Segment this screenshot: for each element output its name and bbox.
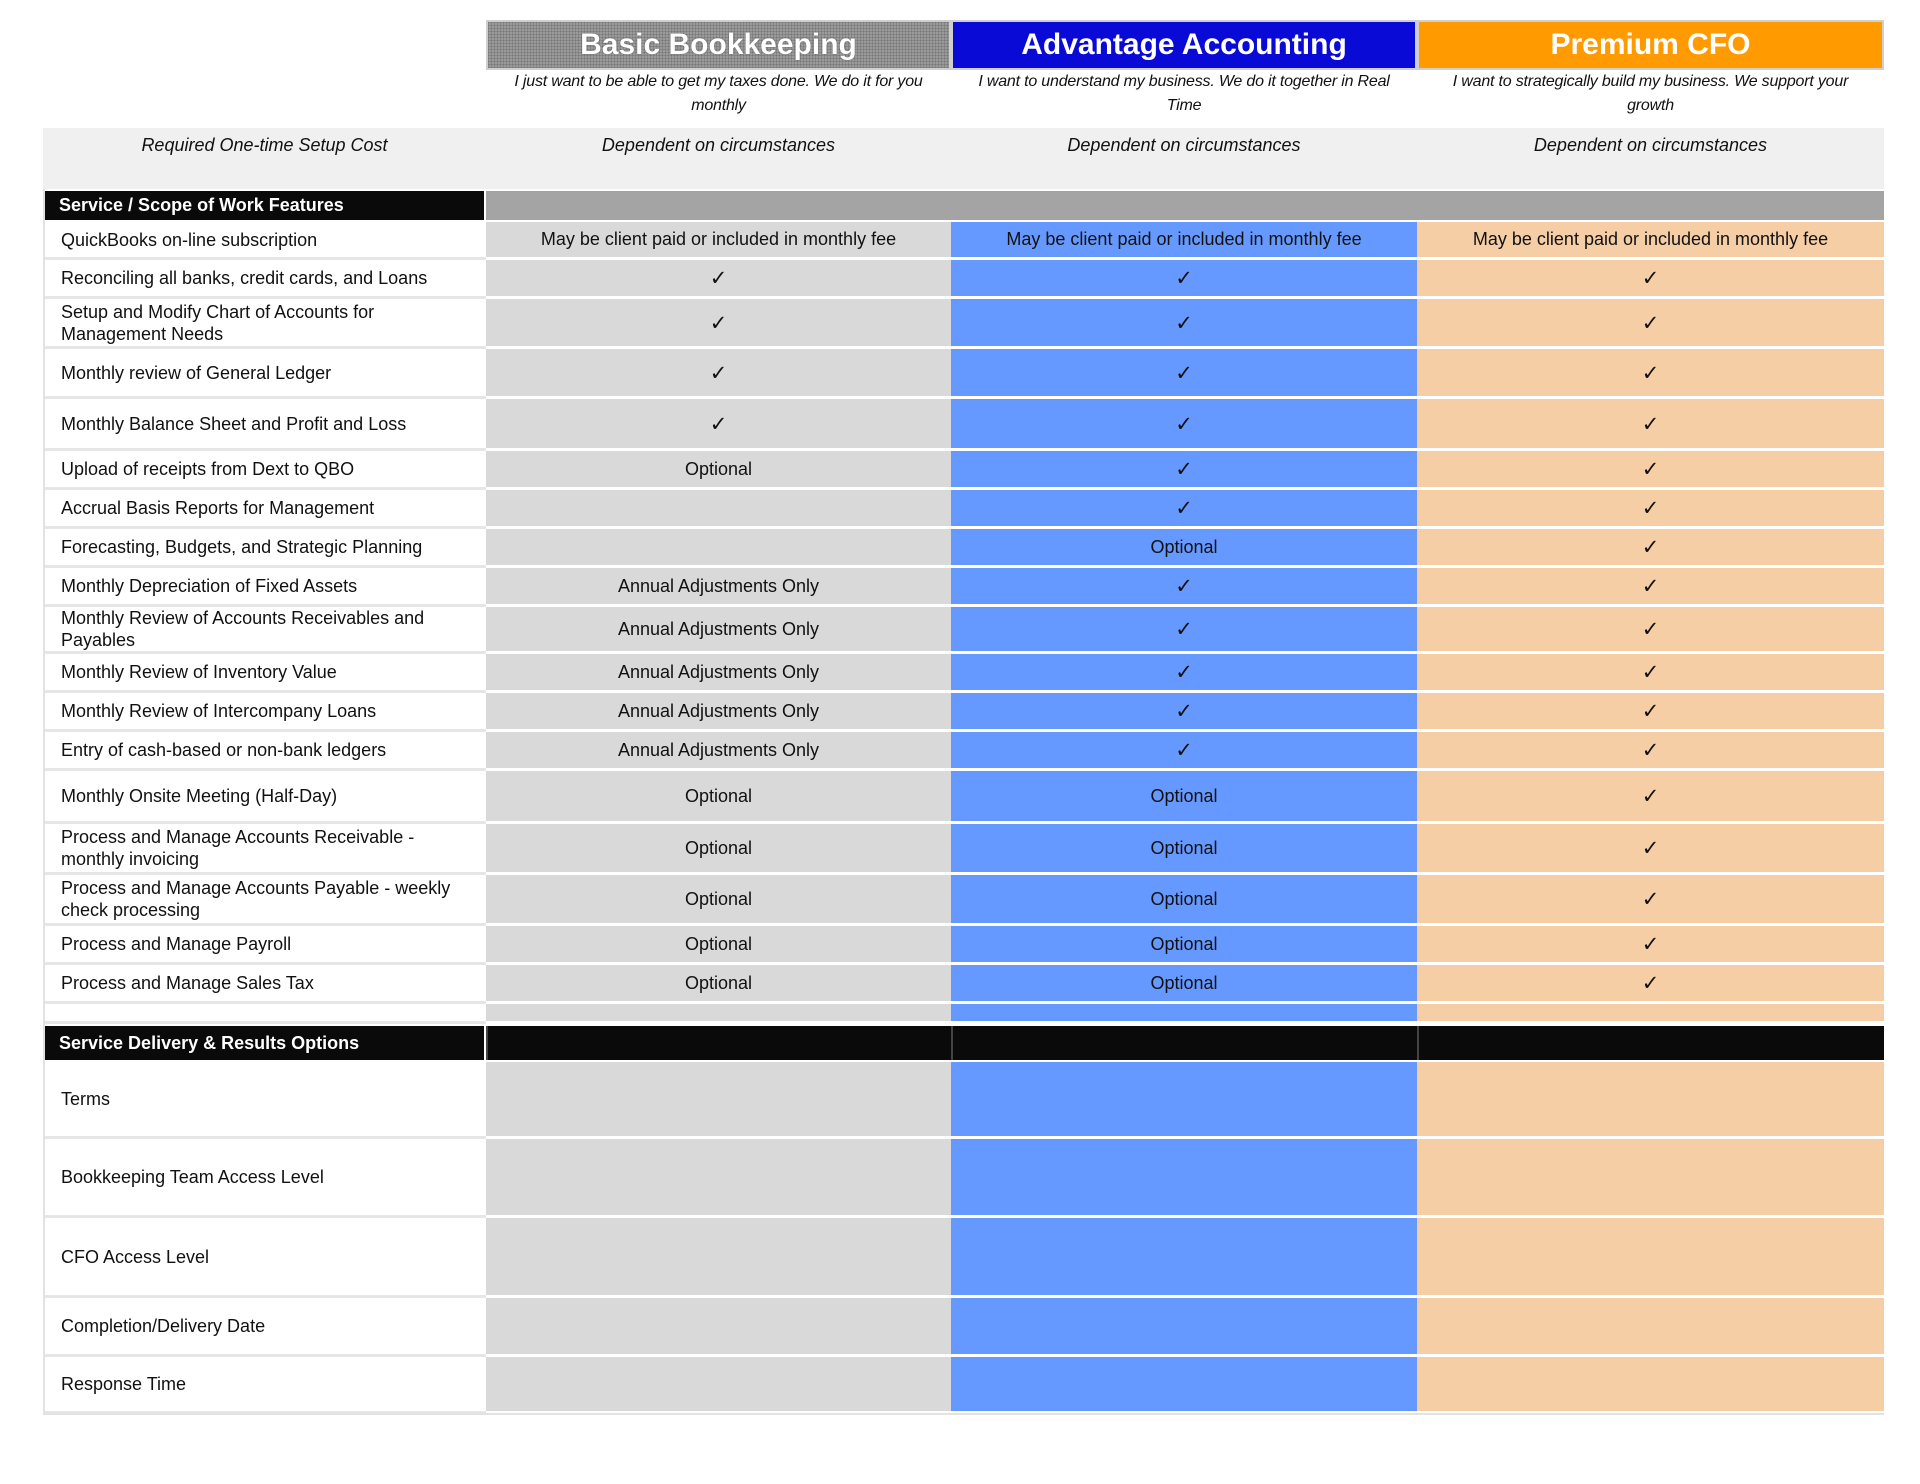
cell-advantage-process-and-manage-sales-tax: Optional (951, 965, 1417, 1004)
checkmark-icon: ✓ (709, 266, 728, 290)
checkmark-icon: ✓ (1175, 457, 1193, 481)
section-header-delivery (45, 1026, 484, 1060)
checkmark-icon: ✓ (1175, 360, 1193, 385)
cell-advantage-upload-of-receipts-from-dext-to-qbo (951, 451, 1417, 490)
checkmark-icon: ✓ (709, 310, 728, 335)
checkmark-icon: ✓ (1641, 971, 1660, 995)
tier-header-premium (1417, 20, 1884, 70)
checkmark-icon: ✓ (1175, 574, 1193, 598)
section-header-fill (486, 191, 1884, 220)
checkmark-icon: ✓ (1641, 266, 1660, 290)
cell-premium-monthly-review-of-intercompany-loans (1417, 693, 1884, 732)
row-label-process-and-manage-sales-tax: Process and Manage Sales Tax (45, 965, 486, 1004)
cell-advantage-row-18 (951, 1004, 1417, 1024)
cell-premium-cfo-access-level (1417, 1218, 1884, 1298)
cell-basic-process-and-manage-sales-tax: Optional (486, 965, 951, 1004)
row-label-forecasting-budgets-and-strategic-planning: Forecasting, Budgets, and Strategic Planning (45, 529, 486, 568)
cell-basic-monthly-review-of-intercompany-loans: Annual Adjustments Only (486, 693, 951, 732)
cell-premium-setup-and-modify-chart-of-accounts-for-management-needs (1417, 299, 1884, 349)
cell-basic-accrual-basis-reports-for-management (486, 490, 951, 529)
tier-tagline-premium: I want to strategically build my business. We support your growth (1452, 73, 1849, 114)
cell-basic-process-and-manage-payroll: Optional (486, 926, 951, 965)
cell-premium-monthly-review-of-accounts-receivables-and-payables (1417, 607, 1884, 654)
cell-advantage-terms (951, 1062, 1417, 1139)
tier-title-premium: Premium CFO (1550, 28, 1751, 61)
cell-premium-monthly-depreciation-of-fixed-assets (1417, 568, 1884, 607)
cell-basic-row-18 (486, 1004, 951, 1024)
cell-premium-process-and-manage-payroll (1417, 926, 1884, 965)
cell-premium-response-time (1417, 1357, 1884, 1414)
checkmark-icon: ✓ (1175, 660, 1193, 684)
cell-premium-monthly-review-of-general-ledger (1417, 349, 1884, 399)
cell-premium-row-18 (1417, 1004, 1884, 1024)
cell-premium-upload-of-receipts-from-dext-to-qbo (1417, 451, 1884, 490)
cell-premium-monthly-onsite-meeting-half-day (1417, 771, 1884, 824)
checkmark-icon: ✓ (1641, 411, 1660, 436)
checkmark-icon: ✓ (1641, 535, 1660, 559)
cell-basic-entry-of-cash-based-or-non-bank-ledgers: Annual Adjustments Only (486, 732, 951, 771)
cell-advantage-reconciling-all-banks-credit-cards-and-loans (951, 260, 1417, 299)
cell-advantage-monthly-review-of-accounts-receivables-and-payables (951, 607, 1417, 654)
tier-tagline-advantage: I want to understand my business. We do it together in Real Time (978, 73, 1390, 114)
checkmark-icon: ✓ (1175, 738, 1193, 762)
cell-advantage-setup-and-modify-chart-of-accounts-for-management-needs (951, 299, 1417, 349)
row-label-quickbooks-on-line-subscription: QuickBooks on-line subscription (45, 222, 486, 260)
cell-basic-bookkeeping-team-access-level (486, 1139, 951, 1218)
checkmark-icon: ✓ (1641, 738, 1660, 762)
cell-basic-cfo-access-level (486, 1218, 951, 1298)
checkmark-icon: ✓ (1641, 660, 1660, 684)
cell-basic-monthly-balance-sheet-and-profit-and-loss (486, 399, 951, 451)
checkmark-icon: ✓ (1641, 836, 1660, 860)
row-label-monthly-onsite-meeting-half-day: Monthly Onsite Meeting (Half-Day) (45, 771, 486, 824)
cell-premium-bookkeeping-team-access-level (1417, 1139, 1884, 1218)
cell-premium-completion-delivery-date (1417, 1298, 1884, 1357)
checkmark-icon: ✓ (1641, 574, 1660, 598)
cell-advantage-monthly-onsite-meeting-half-day: Optional (951, 771, 1417, 824)
setup-cost-premium: Dependent on circumstances (1533, 135, 1768, 155)
cell-premium-accrual-basis-reports-for-management (1417, 490, 1884, 529)
row-label-monthly-review-of-inventory-value: Monthly Review of Inventory Value (45, 654, 486, 693)
tier-tagline-basic: I just want to be able to get my taxes done. We do it for you monthly (514, 73, 923, 114)
checkmark-icon: ✓ (1641, 457, 1660, 481)
tier-title-advantage: Advantage Accounting (1021, 28, 1347, 61)
checkmark-icon: ✓ (1175, 310, 1193, 335)
row-label-cfo-access-level: CFO Access Level (45, 1218, 486, 1298)
row-label-monthly-depreciation-of-fixed-assets: Monthly Depreciation of Fixed Assets (45, 568, 486, 607)
row-label-process-and-manage-accounts-payable-weekly-check-processing: Process and Manage Accounts Payable - weekly check processing (45, 875, 486, 926)
checkmark-icon: ✓ (1641, 932, 1660, 956)
tier-header-basic (486, 20, 951, 70)
row-label-row-18 (45, 1004, 486, 1024)
cell-basic-response-time (486, 1357, 951, 1414)
cell-basic-setup-and-modify-chart-of-accounts-for-management-needs (486, 299, 951, 349)
cell-basic-monthly-review-of-general-ledger (486, 349, 951, 399)
section-delivery-fill-premium (1417, 1026, 1884, 1060)
cell-basic-upload-of-receipts-from-dext-to-qbo: Optional (486, 451, 951, 490)
setup-cost-label: Required One-time Setup Cost (141, 135, 388, 155)
section-header-features (45, 191, 484, 220)
row-label-process-and-manage-accounts-receivable-monthly-invoicing: Process and Manage Accounts Receivable - monthly invoicing (45, 824, 486, 875)
cell-premium-process-and-manage-sales-tax (1417, 965, 1884, 1004)
cell-premium-quickbooks-on-line-subscription: May be client paid or included in monthly fee (1417, 222, 1884, 260)
section-title-features: Service / Scope of Work Features (59, 195, 344, 215)
checkmark-icon: ✓ (709, 411, 728, 436)
checkmark-icon: ✓ (1641, 617, 1660, 641)
cell-advantage-bookkeeping-team-access-level (951, 1139, 1417, 1218)
cell-advantage-forecasting-budgets-and-strategic-planning: Optional (951, 529, 1417, 568)
row-label-setup-and-modify-chart-of-accounts-for-management-needs: Setup and Modify Chart of Accounts for Management Needs (45, 299, 486, 349)
cell-basic-reconciling-all-banks-credit-cards-and-loans (486, 260, 951, 299)
checkmark-icon: ✓ (1175, 496, 1193, 520)
section-delivery-fill-advantage (951, 1026, 1417, 1060)
cell-advantage-monthly-review-of-inventory-value (951, 654, 1417, 693)
row-label-accrual-basis-reports-for-management: Accrual Basis Reports for Management (45, 490, 486, 529)
cell-basic-terms (486, 1062, 951, 1139)
cell-basic-completion-delivery-date (486, 1298, 951, 1357)
cell-premium-reconciling-all-banks-credit-cards-and-loans (1417, 260, 1884, 299)
row-label-monthly-review-of-general-ledger: Monthly review of General Ledger (45, 349, 486, 399)
cell-basic-process-and-manage-accounts-receivable-monthly-invoicing: Optional (486, 824, 951, 875)
cell-basic-monthly-depreciation-of-fixed-assets: Annual Adjustments Only (486, 568, 951, 607)
cell-basic-monthly-review-of-accounts-receivables-and-payables: Annual Adjustments Only (486, 607, 951, 654)
cell-advantage-response-time (951, 1357, 1417, 1414)
row-label-bookkeeping-team-access-level: Bookkeeping Team Access Level (45, 1139, 486, 1218)
cell-premium-monthly-balance-sheet-and-profit-and-loss (1417, 399, 1884, 451)
cell-advantage-monthly-review-of-general-ledger (951, 349, 1417, 399)
checkmark-icon: ✓ (1175, 266, 1193, 290)
tier-title-basic: Basic Bookkeeping (580, 28, 857, 61)
row-label-monthly-balance-sheet-and-profit-and-loss: Monthly Balance Sheet and Profit and Loss (45, 399, 486, 451)
checkmark-icon: ✓ (1641, 310, 1660, 335)
checkmark-icon: ✓ (1175, 699, 1193, 723)
checkmark-icon: ✓ (1641, 699, 1660, 723)
cell-advantage-accrual-basis-reports-for-management (951, 490, 1417, 529)
checkmark-icon: ✓ (1175, 617, 1193, 641)
section-delivery-fill-basic (486, 1026, 951, 1060)
row-label-completion-delivery-date: Completion/Delivery Date (45, 1298, 486, 1357)
cell-basic-forecasting-budgets-and-strategic-planning (486, 529, 951, 568)
cell-advantage-process-and-manage-payroll: Optional (951, 926, 1417, 965)
cell-advantage-cfo-access-level (951, 1218, 1417, 1298)
checkmark-icon: ✓ (1641, 784, 1660, 808)
checkmark-icon: ✓ (1641, 360, 1660, 385)
setup-cost-advantage: Dependent on circumstances (1067, 135, 1301, 155)
table-left-border (43, 189, 45, 1415)
row-label-terms: Terms (45, 1062, 486, 1139)
cell-premium-forecasting-budgets-and-strategic-planning (1417, 529, 1884, 568)
row-label-response-time: Response Time (45, 1357, 486, 1414)
cell-premium-monthly-review-of-inventory-value (1417, 654, 1884, 693)
cell-advantage-completion-delivery-date (951, 1298, 1417, 1357)
row-label-process-and-manage-payroll: Process and Manage Payroll (45, 926, 486, 965)
row-label-entry-of-cash-based-or-non-bank-ledgers: Entry of cash-based or non-bank ledgers (45, 732, 486, 771)
checkmark-icon: ✓ (1175, 411, 1193, 436)
row-label-upload-of-receipts-from-dext-to-qbo: Upload of receipts from Dext to QBO (45, 451, 486, 490)
cell-advantage-process-and-manage-accounts-receivable-monthly-invoicing: Optional (951, 824, 1417, 875)
tier-header-advantage (951, 20, 1417, 70)
cell-basic-monthly-review-of-inventory-value: Annual Adjustments Only (486, 654, 951, 693)
cell-premium-process-and-manage-accounts-receivable-monthly-invoicing (1417, 824, 1884, 875)
cell-advantage-entry-of-cash-based-or-non-bank-ledgers (951, 732, 1417, 771)
cell-advantage-monthly-balance-sheet-and-profit-and-loss (951, 399, 1417, 451)
cell-basic-quickbooks-on-line-subscription: May be client paid or included in monthly fee (486, 222, 951, 260)
setup-cost-basic: Dependent on circumstances (601, 135, 836, 155)
cell-basic-monthly-onsite-meeting-half-day: Optional (486, 771, 951, 824)
row-label-reconciling-all-banks-credit-cards-and-loans: Reconciling all banks, credit cards, and Loans (45, 260, 486, 299)
cell-advantage-process-and-manage-accounts-payable-weekly-check-processing: Optional (951, 875, 1417, 926)
cell-premium-entry-of-cash-based-or-non-bank-ledgers (1417, 732, 1884, 771)
row-label-monthly-review-of-intercompany-loans: Monthly Review of Intercompany Loans (45, 693, 486, 732)
cell-premium-terms (1417, 1062, 1884, 1139)
cell-premium-process-and-manage-accounts-payable-weekly-check-processing (1417, 875, 1884, 926)
cell-advantage-monthly-depreciation-of-fixed-assets (951, 568, 1417, 607)
checkmark-icon: ✓ (1641, 887, 1660, 911)
cell-basic-process-and-manage-accounts-payable-weekly-check-processing: Optional (486, 875, 951, 926)
checkmark-icon: ✓ (1641, 496, 1660, 520)
cell-advantage-monthly-review-of-intercompany-loans (951, 693, 1417, 732)
row-label-monthly-review-of-accounts-receivables-and-payables: Monthly Review of Accounts Receivables and Payables (45, 607, 486, 654)
section-title-delivery: Service Delivery & Results Options (59, 1032, 360, 1053)
table-bottom-border (43, 1413, 1884, 1415)
cell-advantage-quickbooks-on-line-subscription: May be client paid or included in monthly fee (951, 222, 1417, 260)
checkmark-icon: ✓ (709, 360, 728, 385)
